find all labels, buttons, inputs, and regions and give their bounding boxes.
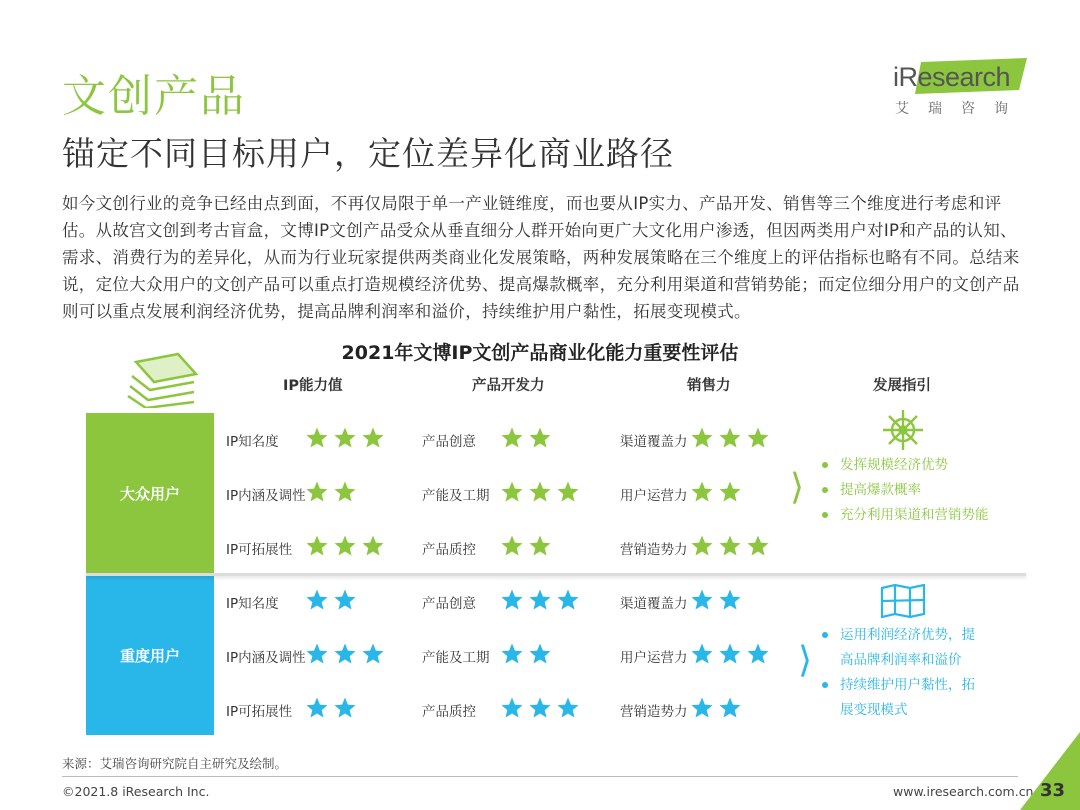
star-icon — [718, 642, 742, 666]
star-icon — [718, 534, 742, 558]
guide-list-mass — [820, 453, 1020, 528]
page-subtitle: 锚定不同目标用户，定位差异化商业路径 — [62, 134, 674, 173]
star-rating — [690, 696, 742, 720]
row-label: 产能及工期 — [422, 650, 490, 666]
star-icon — [746, 642, 770, 666]
star-rating — [500, 696, 580, 720]
star-icon — [528, 588, 552, 612]
page-title: 文创产品 — [62, 71, 246, 122]
star-icon — [361, 642, 385, 666]
star-icon — [528, 696, 552, 720]
star-icon — [718, 588, 742, 612]
star-rating — [500, 480, 580, 504]
row-label: IP可拓展性 — [226, 542, 293, 558]
logo-brand: iResearch — [893, 62, 1011, 92]
group-label-mass: 大众用户 — [86, 413, 214, 573]
row-label: 用户运营力 — [620, 488, 688, 504]
star-rating — [500, 642, 552, 666]
row-label: IP内涵及调性 — [226, 488, 306, 504]
star-rating — [305, 534, 385, 558]
row-label: 产品创意 — [422, 434, 476, 450]
copyright: ©2021.8 iResearch Inc. — [62, 784, 210, 799]
star-icon — [361, 426, 385, 450]
star-icon — [746, 426, 770, 450]
helm-icon — [881, 408, 925, 452]
star-rating — [305, 642, 385, 666]
star-icon — [690, 642, 714, 666]
star-icon — [305, 426, 329, 450]
star-icon — [305, 588, 329, 612]
star-rating — [690, 480, 742, 504]
row-label: 渠道覆盖力 — [620, 434, 688, 450]
star-icon — [305, 480, 329, 504]
row-label: IP内涵及调性 — [226, 650, 306, 666]
star-icon — [746, 534, 770, 558]
star-icon — [500, 642, 524, 666]
star-rating — [500, 588, 580, 612]
guide-list-heavy — [820, 623, 988, 723]
paper-stack-icon — [124, 352, 204, 408]
star-icon — [333, 426, 357, 450]
star-icon — [690, 426, 714, 450]
row-label: IP知名度 — [226, 596, 279, 612]
star-icon — [333, 642, 357, 666]
star-icon — [333, 480, 357, 504]
row-label: 渠道覆盖力 — [620, 596, 688, 612]
star-icon — [556, 480, 580, 504]
col-head-sales: 销售力 — [687, 378, 731, 394]
star-rating — [690, 588, 742, 612]
star-icon — [305, 642, 329, 666]
star-rating — [305, 588, 357, 612]
row-label: IP可拓展性 — [226, 704, 293, 720]
star-rating — [305, 426, 385, 450]
star-rating — [500, 426, 552, 450]
row-label: 产品质控 — [422, 704, 476, 720]
chart-title: 2021年文博IP文创产品商业化能力重要性评估 — [341, 342, 739, 364]
star-icon — [333, 696, 357, 720]
row-label: 产能及工期 — [422, 488, 490, 504]
star-icon — [500, 480, 524, 504]
star-icon — [333, 534, 357, 558]
star-rating — [305, 480, 357, 504]
page-number: 33 — [1040, 780, 1066, 801]
group-label-heavy: 重度用户 — [86, 575, 214, 735]
star-rating — [690, 534, 770, 558]
guide-item: 持续维护用户黏性，拓展变现模式 — [820, 673, 988, 723]
star-rating — [690, 642, 770, 666]
col-head-ip: IP能力值 — [283, 378, 343, 394]
star-icon — [528, 480, 552, 504]
star-icon — [361, 534, 385, 558]
star-icon — [718, 480, 742, 504]
star-icon — [305, 696, 329, 720]
star-rating — [305, 696, 357, 720]
guide-item: 运用利润经济优势，提高品牌利润率和溢价 — [820, 623, 988, 673]
star-icon — [556, 696, 580, 720]
group-separator — [86, 573, 1026, 576]
chevron-right-icon: ⟩ — [790, 467, 805, 508]
col-head-guide: 发展指引 — [873, 378, 931, 394]
logo-sub: 艾瑞咨询 — [895, 101, 1027, 117]
row-label: 营销造势力 — [620, 704, 688, 720]
map-icon — [880, 584, 926, 618]
star-icon — [333, 588, 357, 612]
star-icon — [690, 696, 714, 720]
star-icon — [690, 480, 714, 504]
star-icon — [528, 642, 552, 666]
intro-paragraph: 如今文创行业的竞争已经由点到面，不再仅局限于单一产业链维度，而也要从IP实力、产品开发、销售等三个维度进行考虑和评估。从故宫文创到考古盲盒，文博IP文创产品受众从垂直细分人群开始向更广大文化用户渗透，但因两类用户对IP和产品的认知、需求、消费行为的差异化，从而为行业玩家提供两类商业化发展策略，两种发展策略在三个维度上的评估指标也略有不同。总结来说，定位大众用户的文创产品可以重点打造规模经济优势、提高爆款概率，充分利用渠道和营销势能；而定位细分用户的文创产品则可以重点发展利润经济优势，提高品牌利润率和溢价，持续维护用户黏性，拓展变现模式。 — [62, 194, 1020, 321]
star-icon — [500, 588, 524, 612]
source-note: 来源：艾瑞咨询研究院自主研究及绘制。 — [62, 756, 288, 771]
footer-divider — [62, 776, 1018, 777]
star-icon — [690, 534, 714, 558]
star-icon — [305, 534, 329, 558]
row-label: 产品创意 — [422, 596, 476, 612]
iresearch-logo — [893, 58, 1033, 128]
row-label: 产品质控 — [422, 542, 476, 558]
star-rating — [690, 426, 770, 450]
star-icon — [500, 426, 524, 450]
star-icon — [718, 426, 742, 450]
star-icon — [528, 426, 552, 450]
chevron-right-icon: ⟩ — [798, 640, 813, 681]
row-label: IP知名度 — [226, 434, 279, 450]
row-label: 用户运营力 — [620, 650, 688, 666]
star-icon — [528, 534, 552, 558]
guide-item: 发挥规模经济优势 — [820, 453, 1020, 478]
col-head-dev: 产品开发力 — [472, 378, 545, 394]
row-label: 营销造势力 — [620, 542, 688, 558]
star-icon — [718, 696, 742, 720]
star-icon — [556, 588, 580, 612]
star-icon — [500, 696, 524, 720]
star-rating — [500, 534, 552, 558]
site-url: www.iresearch.com.cn — [893, 784, 1034, 799]
star-icon — [500, 534, 524, 558]
star-icon — [690, 588, 714, 612]
guide-item: 提高爆款概率 — [820, 478, 1020, 503]
guide-item: 充分利用渠道和营销势能 — [820, 503, 1020, 528]
